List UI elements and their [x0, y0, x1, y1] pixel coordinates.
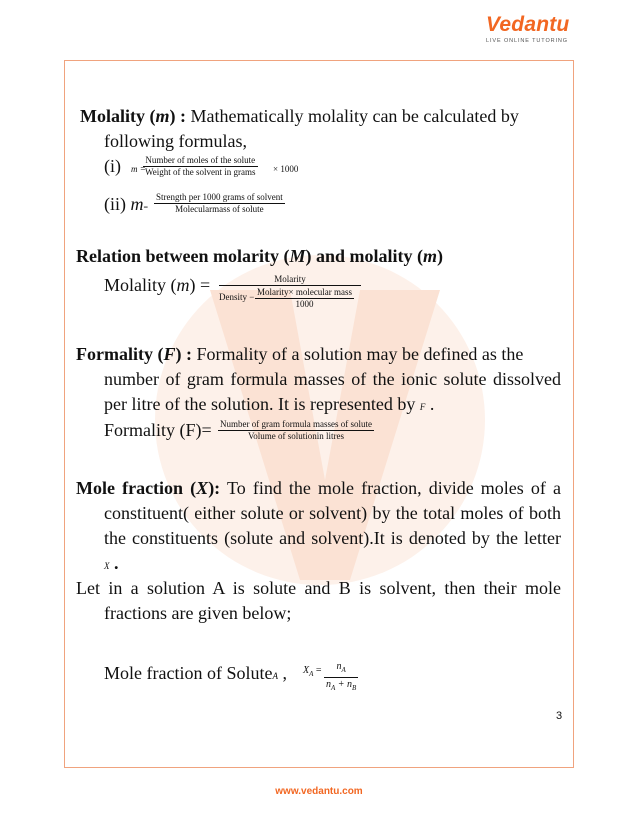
- vedantu-logo: [486, 14, 596, 54]
- relation-lhs: Molality (m) =: [104, 275, 211, 295]
- brand-tagline: LIVE ONLINE TUTORING: [486, 38, 568, 44]
- footer-url[interactable]: www.vedantu.com: [275, 786, 363, 797]
- relation-heading: Relation between molarity (M) and molality (m): [76, 246, 443, 266]
- formula-i-index: (i): [104, 156, 121, 176]
- formality-line1: Formality (F) : Formality of a solution may be defined as the: [76, 344, 524, 364]
- relation-fraction: Molarity Density − Molarity× molecular mass 1000: [219, 274, 361, 310]
- formula-i-multiplier: × 1000: [273, 164, 299, 174]
- relation-inner-fraction: Molarity× molecular mass 1000: [257, 287, 353, 309]
- formality-fraction: Number of gram formula masses of solute Volume of solutionin litres: [220, 419, 372, 441]
- mole-fraction-line2: constituent( either solute or solvent) by the total moles of both: [104, 503, 561, 523]
- brand-name: Vedantu: [486, 13, 570, 36]
- let-line2: fractions are given below;: [104, 603, 292, 623]
- formality-lhs: Formality (F)=: [104, 420, 212, 440]
- molality-line2: following formulas,: [104, 131, 247, 151]
- formula-i-lhs: m =: [131, 164, 146, 174]
- formula-ii-index: (ii) m=: [104, 194, 149, 214]
- let-line1: Let in a solution A is solute and B is solvent, then their mole: [76, 578, 561, 598]
- mole-fraction-lhs: $X_A$ =: [303, 665, 322, 678]
- mole-fraction-line3: the constituents (solute and solvent).It is denoted by the letter: [104, 528, 561, 548]
- mole-fraction-symbol: X .: [104, 553, 119, 573]
- molality-line1: Molality (m) : Mathematically molality can be calculated by: [80, 106, 519, 126]
- mole-fraction-line1: Mole fraction (X): To find the mole fraction, divide moles of a: [76, 478, 562, 498]
- solute-label: Mole fraction of SoluteA ,: [104, 663, 287, 683]
- page-number: 3: [556, 710, 563, 722]
- mole-fraction-fraction: $\frac{n_A}{n_A + n_B}$: [326, 661, 357, 692]
- formality-line3: per litre of the solution. It is represented by F .: [104, 394, 435, 414]
- formula-i-fraction: Number of moles of the solute Weight of the solvent in grams: [145, 155, 256, 177]
- formula-ii-fraction: Strength per 1000 grams of solvent Molecularmass of solute: [156, 192, 283, 214]
- formality-line2: number of gram formula masses of the ionic solute dissolved: [104, 369, 561, 389]
